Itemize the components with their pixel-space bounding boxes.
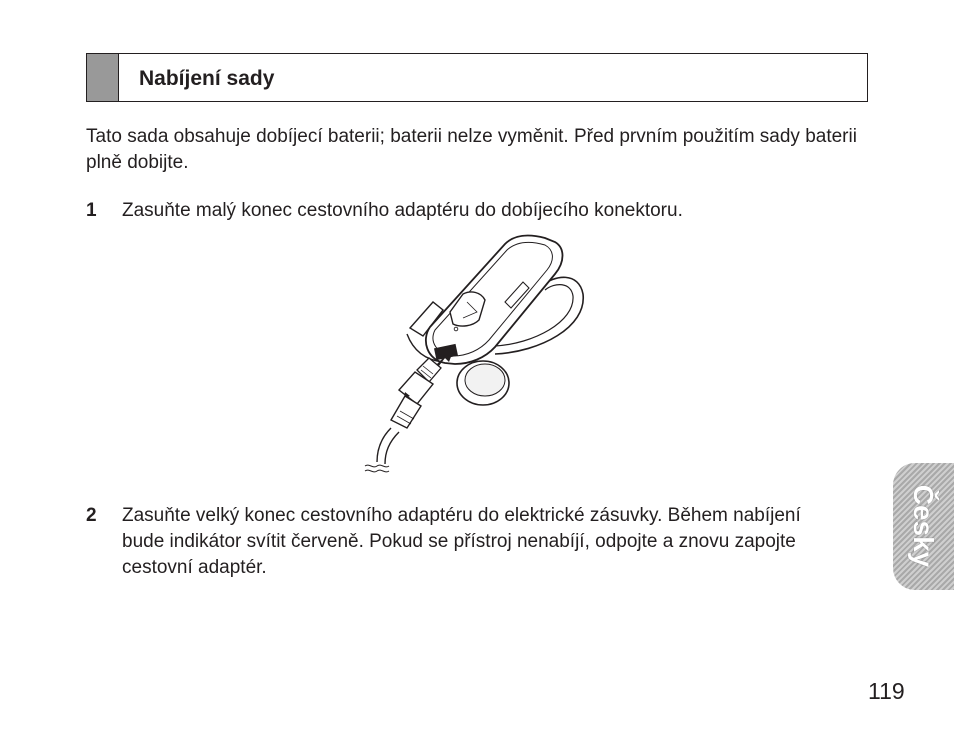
step-text: Zasuňte malý konec cestovního adaptéru do dobíjecího konektoru.	[122, 200, 683, 221]
intro-paragraph: Tato sada obsahuje dobíjecí baterii; baterii nelze vyměnit. Před prvním použitím sady baterii plně dobijte.	[86, 126, 857, 173]
section-title: Nabíjení sady	[139, 67, 275, 90]
language-tab-label: Česky	[908, 484, 939, 568]
step-number: 1	[86, 200, 97, 221]
step-number: 2	[86, 505, 97, 526]
page-number: 119	[868, 678, 905, 704]
section-header	[86, 53, 868, 102]
language-tab	[893, 463, 954, 590]
header-marker	[87, 54, 119, 101]
step-text: Zasuňte velký konec cestovního adaptéru do elektrické zásuvky. Během nabíjení bude indikátor svítit červeně. Pokud se přístroj nenabíjí, odpojte a znovu zapojte cestovní adaptér.	[122, 505, 801, 578]
headset-charging-illustration	[355, 232, 605, 477]
bluetooth-headset-charging-icon	[355, 232, 605, 477]
